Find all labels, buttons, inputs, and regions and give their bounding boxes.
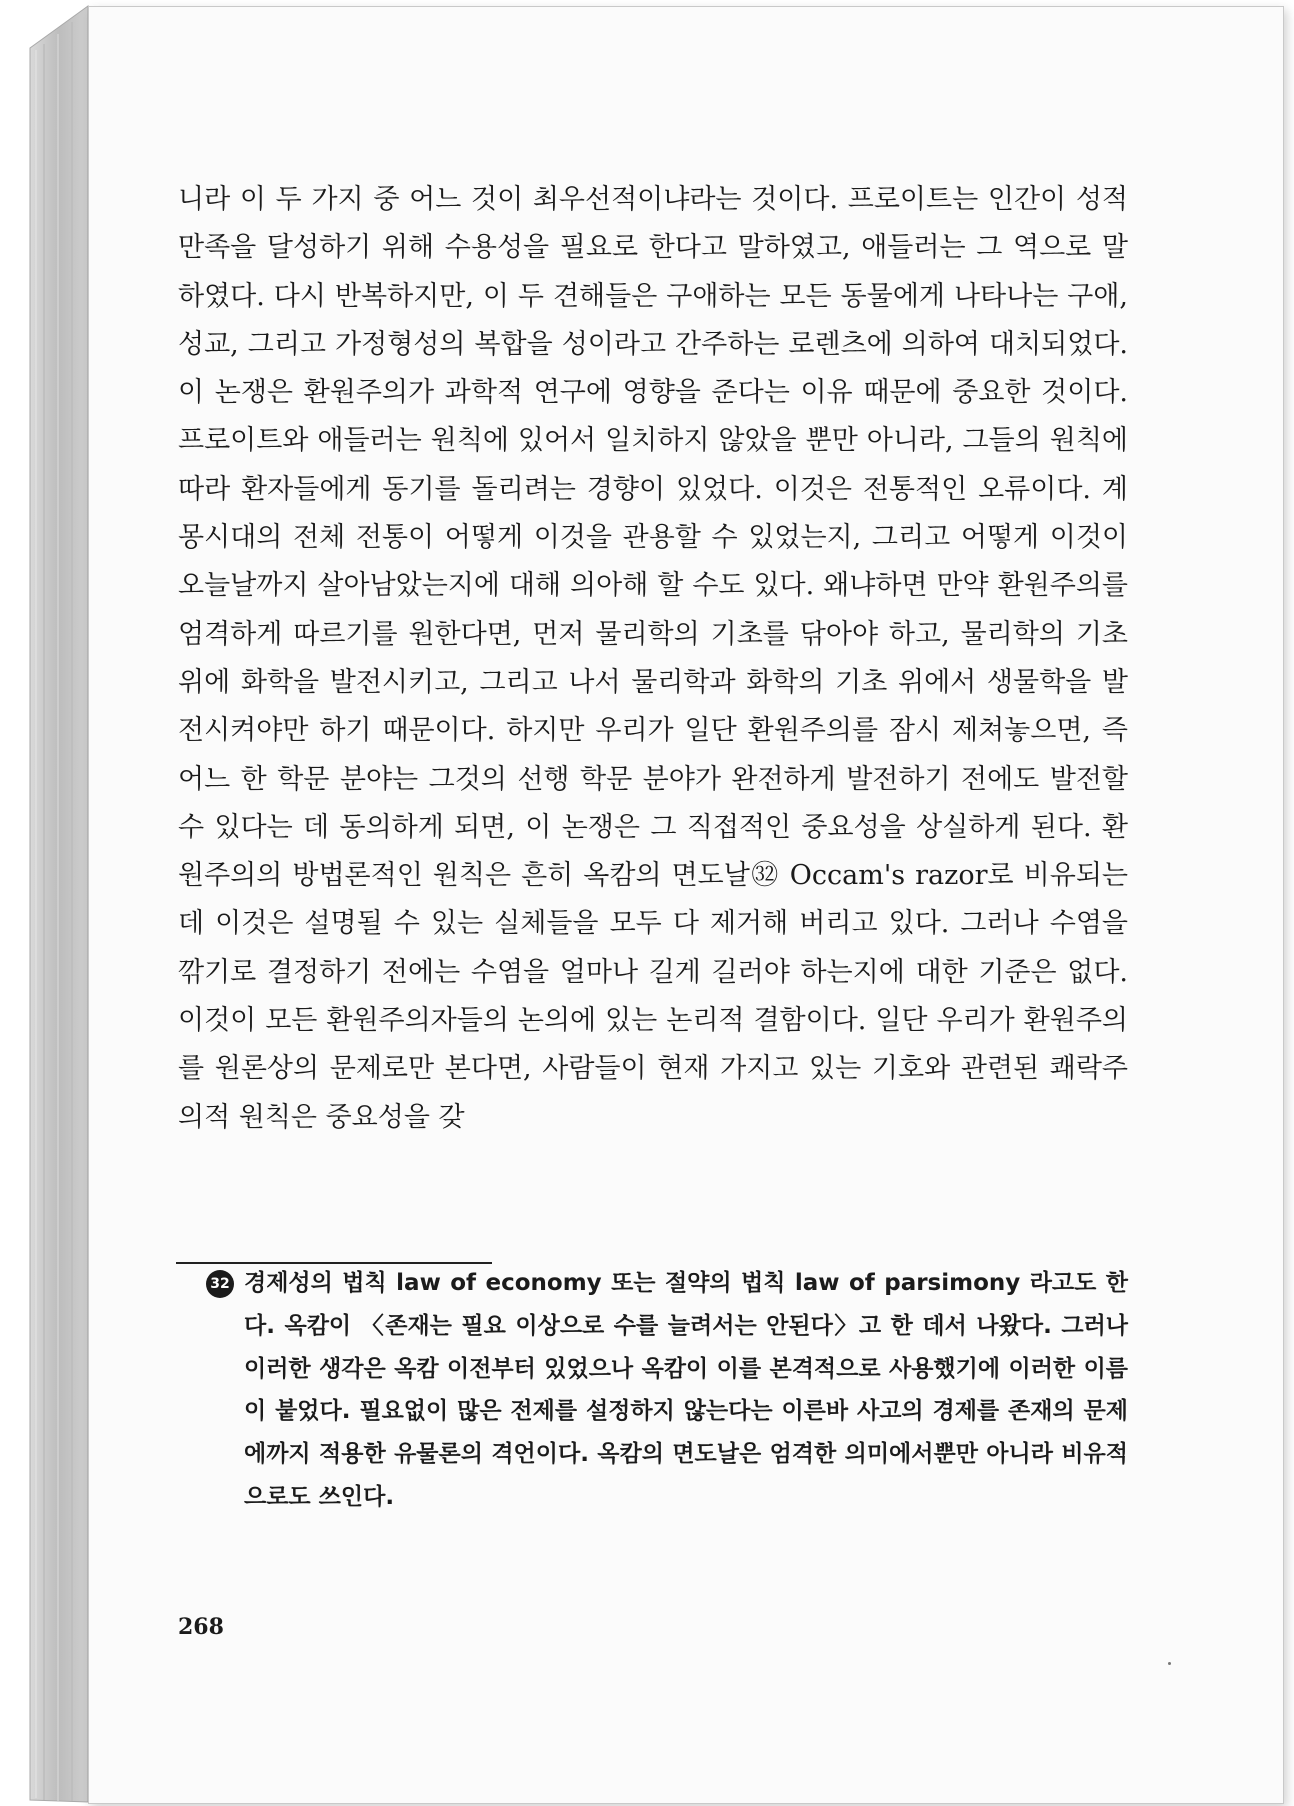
page-number: 268 <box>178 1614 224 1640</box>
paper-speck <box>1168 1662 1171 1665</box>
body-text: 니라 이 두 가지 중 어느 것이 최우선적이냐라는 것이다. 프로이트는 인간이 성적 만족을 달성하기 위해 수용성을 필요로 한다고 말하였고, 애들러는 그 역으로 말하였다. 다시 반복하지만, 이 두 견해들은 구애하는 모든 동물에게 나타나는 구애, 성교, 그리고 가정형성의 복합을 성이라고 간주하는 로렌츠에 의하여 대치되었다. 이 논쟁은 환원주의가 과학적 연구에 영향을 준다는 이유 때문에 중요한 것이다. 프로이트와 애들러는 원칙에 있어서 일치하지 않았을 뿐만 아니라, 그들의 원칙에 따라 환자들에게 동기를 돌리려는 경향이 있었다. 이것은 전통적인 오류이다. 계몽시대의 전체 전통이 어떻게 이것을 관용할 수 있었는지, 그리고 어떻게 이것이 오늘날까지 살아남았는지에 대해 의아해 할 수도 있다. 왜냐하면 만약 환원주의를 엄격하게 따르기를 원한다면, 먼저 물리학의 기초를 닦아야 하고, 물리학의 기초 위에 화학을 발전시키고, 그리고 나서 물리학과 화학의 기초 위에서 생물학을 발전시켜야만 하기 때문이다. 하지만 우리가 일단 환원주의를 잠시 제쳐놓으면, 즉 어느 한 학문 분야는 그것의 선행 학문 분야가 완전하게 발전하기 전에도 발전할 수 있다는 데 동의하게 되면, 이 논쟁은 그 직접적인 중요성을 상실하게 된다. 환원주의의 방법론적인 원칙은 흔히 옥캄의 면도날㉜ Occam's razor로 비유되는데 이것은 설명될 수 있는 실체들을 모두 다 제거해 버리고 있다. 그러나 수염을 깎기로 결정하기 전에는 수염을 얼마나 길게 길러야 하는지에 대한 기준은 없다. 이것이 모든 환원주의자들의 논의에 있는 논리적 결함이다. 일단 우리가 환원주의를 원론상의 문제로만 본다면, 사람들이 현재 가지고 있는 기호와 관련된 쾌락주의적 원칙은 중요성을 갖 <box>178 184 1128 1133</box>
footnote-marker: 32 <box>206 1270 234 1298</box>
footnote-text: 경제성의 법칙 law of economy 또는 절약의 법칙 law of parsimony 라고도 한다. 옥캄이 〈존재는 필요 이상으로 수를 늘려서는 안된다〉고 한 데서 나왔다. 그러나 이러한 생각은 옥캄 이전부터 있었으나 옥캄이 이를 본격적으로 사용했기에 이러한 이름이 붙었다. 필요없이 많은 전제를 설정하지 않는다는 이른바 사고의 경제를 존재의 문제에까지 적용한 유물론의 격언이다. 옥캄의 면도날은 엄격한 의미에서뿐만 아니라 비유적으로도 쓰인다. <box>244 1270 1128 1510</box>
